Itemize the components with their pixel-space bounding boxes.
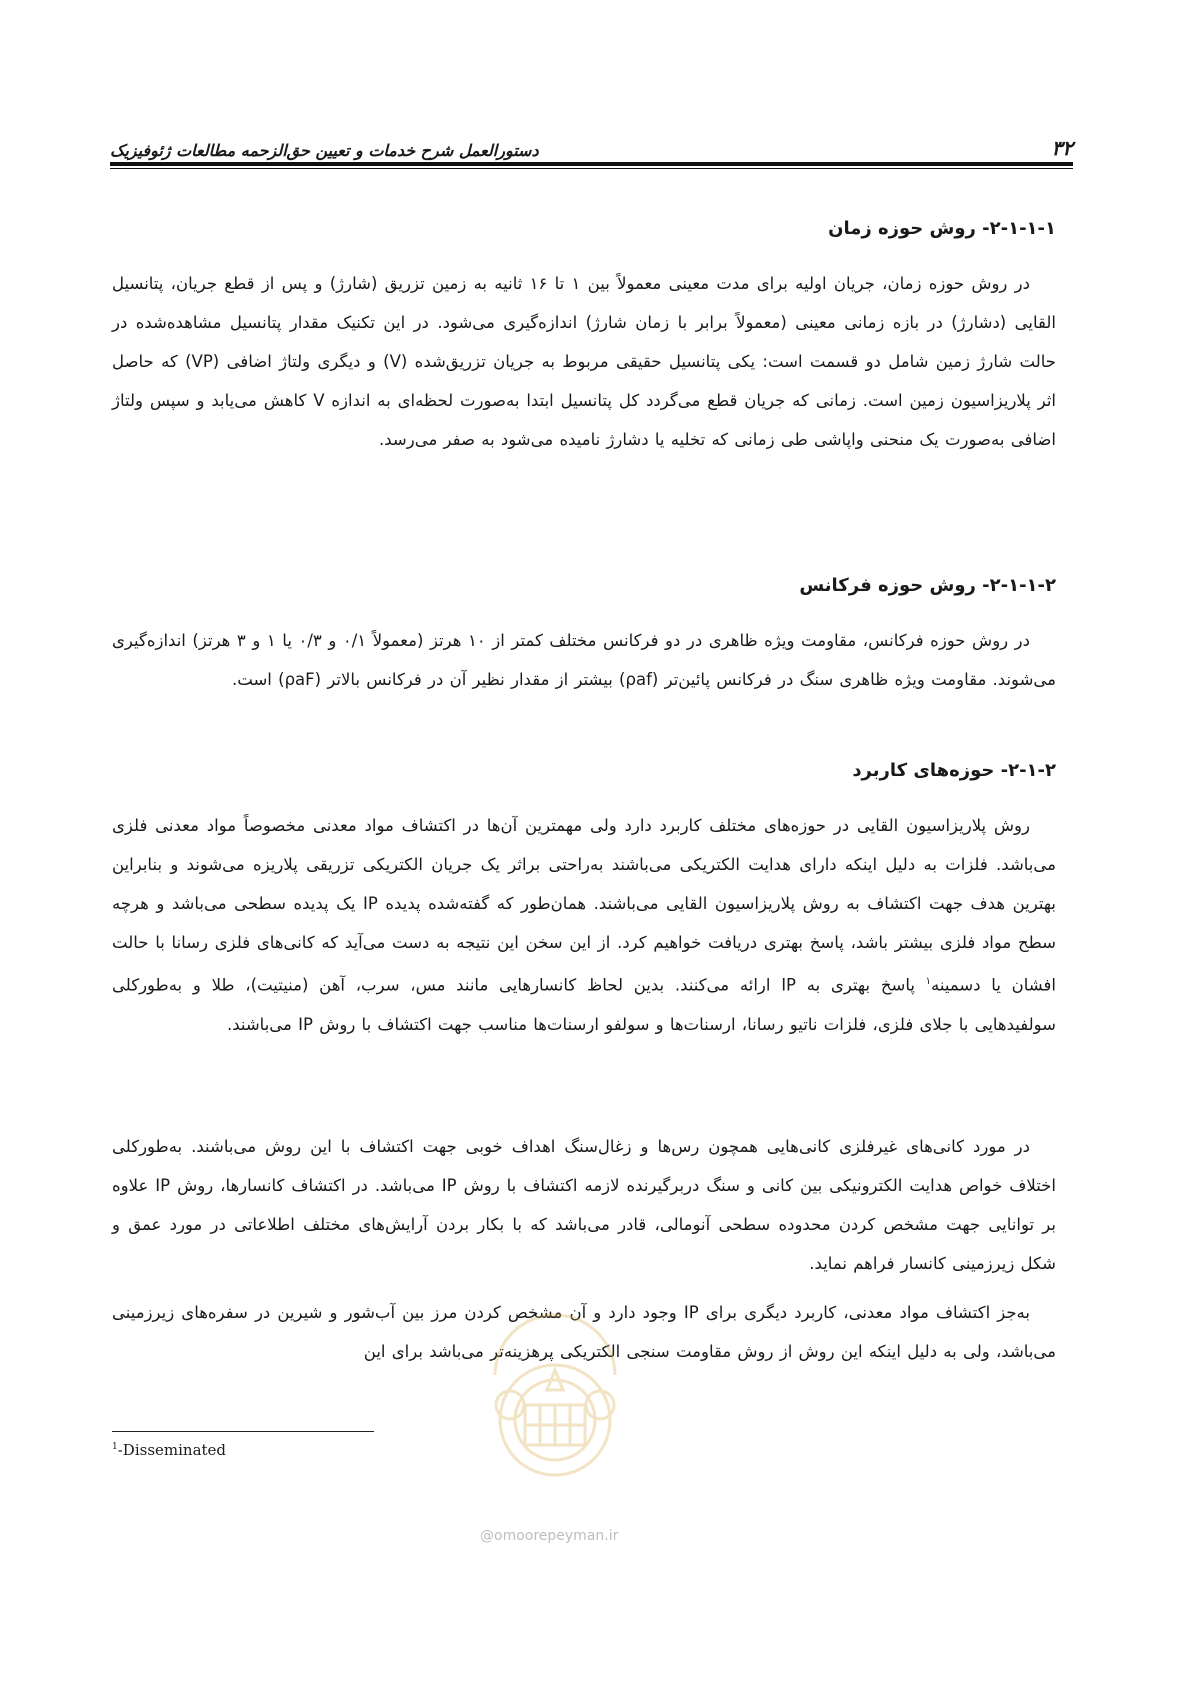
- header-rule-thick: [110, 162, 1073, 166]
- heading-time-domain: ۲-۱-۱-۱- روش حوزه زمان: [828, 218, 1056, 239]
- header-rule-thin: [110, 168, 1073, 169]
- heading-applications: ۲-۱-۲- حوزه‌های کاربرد: [852, 760, 1056, 781]
- watermark-site: @omoorepeyman.ir: [480, 1528, 619, 1544]
- footnote: [112, 1441, 226, 1459]
- page-number: ۳۲: [1051, 136, 1073, 160]
- page-header: [110, 126, 1073, 160]
- heading-frequency-domain: ۲-۱-۱-۲- روش حوزه فرکانس: [799, 575, 1056, 596]
- paragraph-applications-1: روش پلاریزاسیون القایی در حوزه‌های مختلف کاربرد دارد ولی مهمترین آن‌ها در اکتشاف مواد معدنی مخصوصاً مواد معدنی فلزی می‌باشد. فلزات به دلیل اینکه دارای هدایت الکتریکی می‌باشند به‌راحتی براثر یک جریان الکتریکی تزریقی پلاریزه می‌شوند و بنابراین بهترین هدف جهت اکتشاف به روش پلاریزاسیون القایی می‌باشند. همان‌طور که گفته‌شده پدیده IP یک پدیده سطحی می‌باشد و هرچه سطح مواد فلزی بیشتر باشد، پاسخ بهتری دریافت خواهیم کرد. از این سخن این نتیجه به دست می‌آید که کانی‌های فلزی رسانا با حالت افشان یا دسمینه$^۱$ پاسخ بهتری به IP ارائه می‌کنند. بدین لحاظ کانسارهایی مانند مس، سرب، آهن (منیتیت)، طلا و به‌طورکلی سولفیدهایی با جلای فلزی، فلزات ناتیو رسانا، ارسنات‌ها و سولفو ارسنات‌ها مناسب جهت اکتشاف با روش IP می‌باشند.: [112, 816, 1057, 1034]
- footnote-text: -Disseminated: [117, 1441, 227, 1459]
- paragraph-applications-2: در مورد کانی‌های غیرفلزی کانی‌هایی همچون رس‌ها و زغال‌سنگ اهداف خوبی جهت اکتشاف با این روش می‌باشند. به‌طورکلی اختلاف خواص هدایت الکترونیکی بین کانی و سنگ دربرگیرنده لازمه اکتشاف با روش IP می‌باشد. در اکتشاف کانسارها، روش IP علاوه بر توانایی جهت مشخص کردن محدوده سطحی آنومالی، قادر می‌باشد که با بکار بردن آرایش‌های مختلف اطلاعاتی در مورد عمق و شکل زیرزمینی کانسار فراهم نماید.: [112, 1137, 1056, 1273]
- watermark-logo-icon: [465, 1295, 645, 1490]
- running-title: دستورالعمل شرح خدمات و تعیین حق‌الزحمه مطالعات ژئوفیزیک: [110, 141, 539, 160]
- footnote-rule: [112, 1431, 374, 1432]
- paragraph-frequency-domain: در روش حوزه فرکانس، مقاومت ویژه ظاهری در دو فرکانس مختلف کمتر از ۱۰ هرتز (معمولاً ۰/۱ و ۰/۳ یا ۱ و ۳ هرتز) اندازه‌گیری می‌شوند. مقاومت ویژه ظاهری سنگ در فرکانس پائین‌تر (ρaf) بیشتر از مقدار نظیر آن در فرکانس بالاتر (ρaF) است.: [112, 631, 1056, 689]
- footnote-mark: 1: [112, 1442, 118, 1452]
- paragraph-applications-3: به‌جز اکتشاف مواد معدنی، کاربرد دیگری برای IP وجود دارد و آن مشخص کردن مرز بین آب‌شور و شیرین در سفره‌های زیرزمینی می‌باشد، ولی به دلیل اینکه این روش از روش مقاومت سنجی الکتریکی پرهزینه‌تر می‌باشد برای این: [112, 1303, 1056, 1361]
- footnote-reference[interactable]: ۱: [925, 976, 932, 987]
- paragraph-time-domain: در روش حوزه زمان، جریان اولیه برای مدت معینی معمولاً بین ۱ تا ۱۶ ثانیه به زمین تزریق (شارژ) و پس از قطع جریان، پتانسیل القایی (دشارژ) در بازه زمانی معینی (معمولاً برابر با زمان شارژ) اندازه‌گیری می‌شود. در این تکنیک مقدار پتانسیل مشاهده‌شده در حالت شارژ زمین شامل دو قسمت است: یکی پتانسیل حقیقی مربوط به جریان تزریق‌شده (V) و دیگری ولتاژ اضافی (VP) که حاصل اثر پلاریزاسیون زمین است. زمانی که جریان قطع می‌گردد کل پتانسیل ابتدا به‌صورت لحظه‌ای به اندازه V کاهش می‌یابد و سپس ولتاژ اضافی به‌صورت یک منحنی واپاشی طی زمانی که تخلیه یا دشارژ نامیده می‌شود به صفر می‌رسد.: [112, 274, 1057, 449]
